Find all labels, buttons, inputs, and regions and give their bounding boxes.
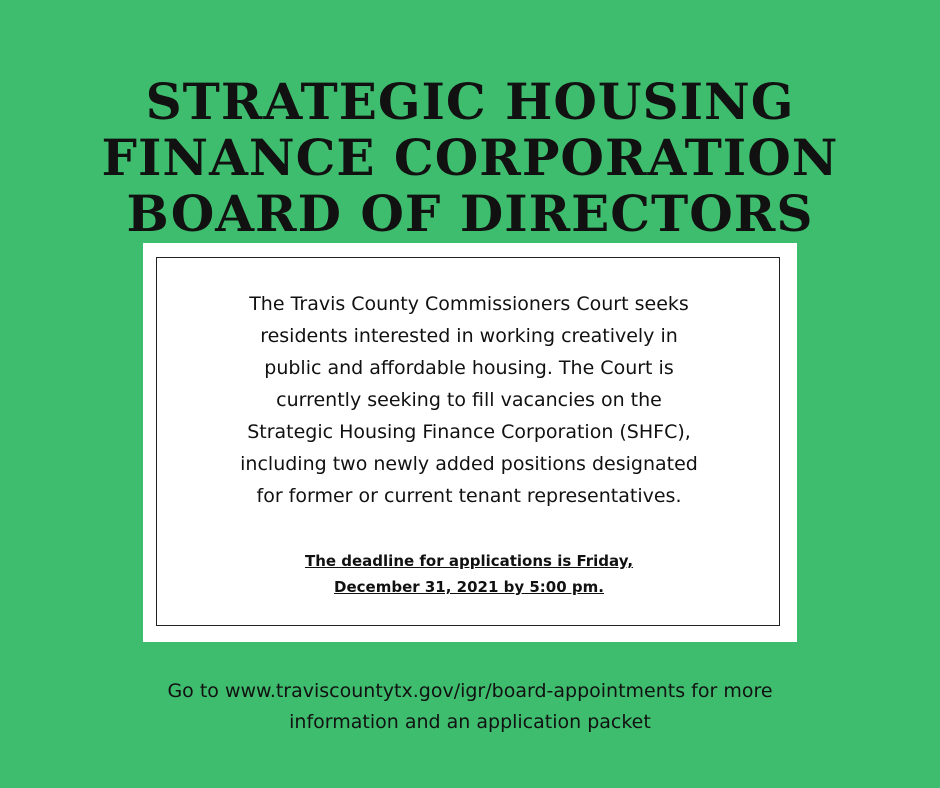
footer-line-2: information and an application packet bbox=[289, 711, 651, 733]
notice-body-line: currently seeking to fill vacancies on the bbox=[276, 389, 662, 411]
deadline-notice bbox=[177, 548, 761, 600]
title-line-1: STRATEGIC HOUSING bbox=[145, 71, 795, 131]
deadline-line-2: December 31, 2021 by 5:00 pm. bbox=[334, 578, 604, 596]
page-title bbox=[0, 71, 940, 243]
title-line-2: FINANCE CORPORATION bbox=[101, 127, 839, 187]
footer-line-1: Go to www.traviscountytx.gov/igr/board-appointments for more bbox=[167, 680, 773, 702]
footer-info bbox=[0, 676, 940, 738]
notice-body-line: Strategic Housing Finance Corporation (SHFC), bbox=[247, 421, 691, 443]
deadline-line-1: The deadline for applications is Friday, bbox=[304, 552, 634, 570]
notice-body-line: The Travis County Commissioners Court seeks bbox=[249, 293, 689, 315]
notice-body-line: including two newly added positions designated bbox=[240, 453, 698, 475]
notice-body-line: for former or current tenant representatives. bbox=[256, 485, 682, 507]
title-line-3: BOARD OF DIRECTORS bbox=[126, 183, 814, 243]
notice-body-line: residents interested in working creatively in bbox=[260, 325, 678, 347]
notice-body bbox=[177, 288, 761, 512]
notice-body-line: public and affordable housing. The Court is bbox=[264, 357, 674, 379]
notice-frame bbox=[156, 257, 780, 626]
notice-card bbox=[143, 243, 797, 642]
